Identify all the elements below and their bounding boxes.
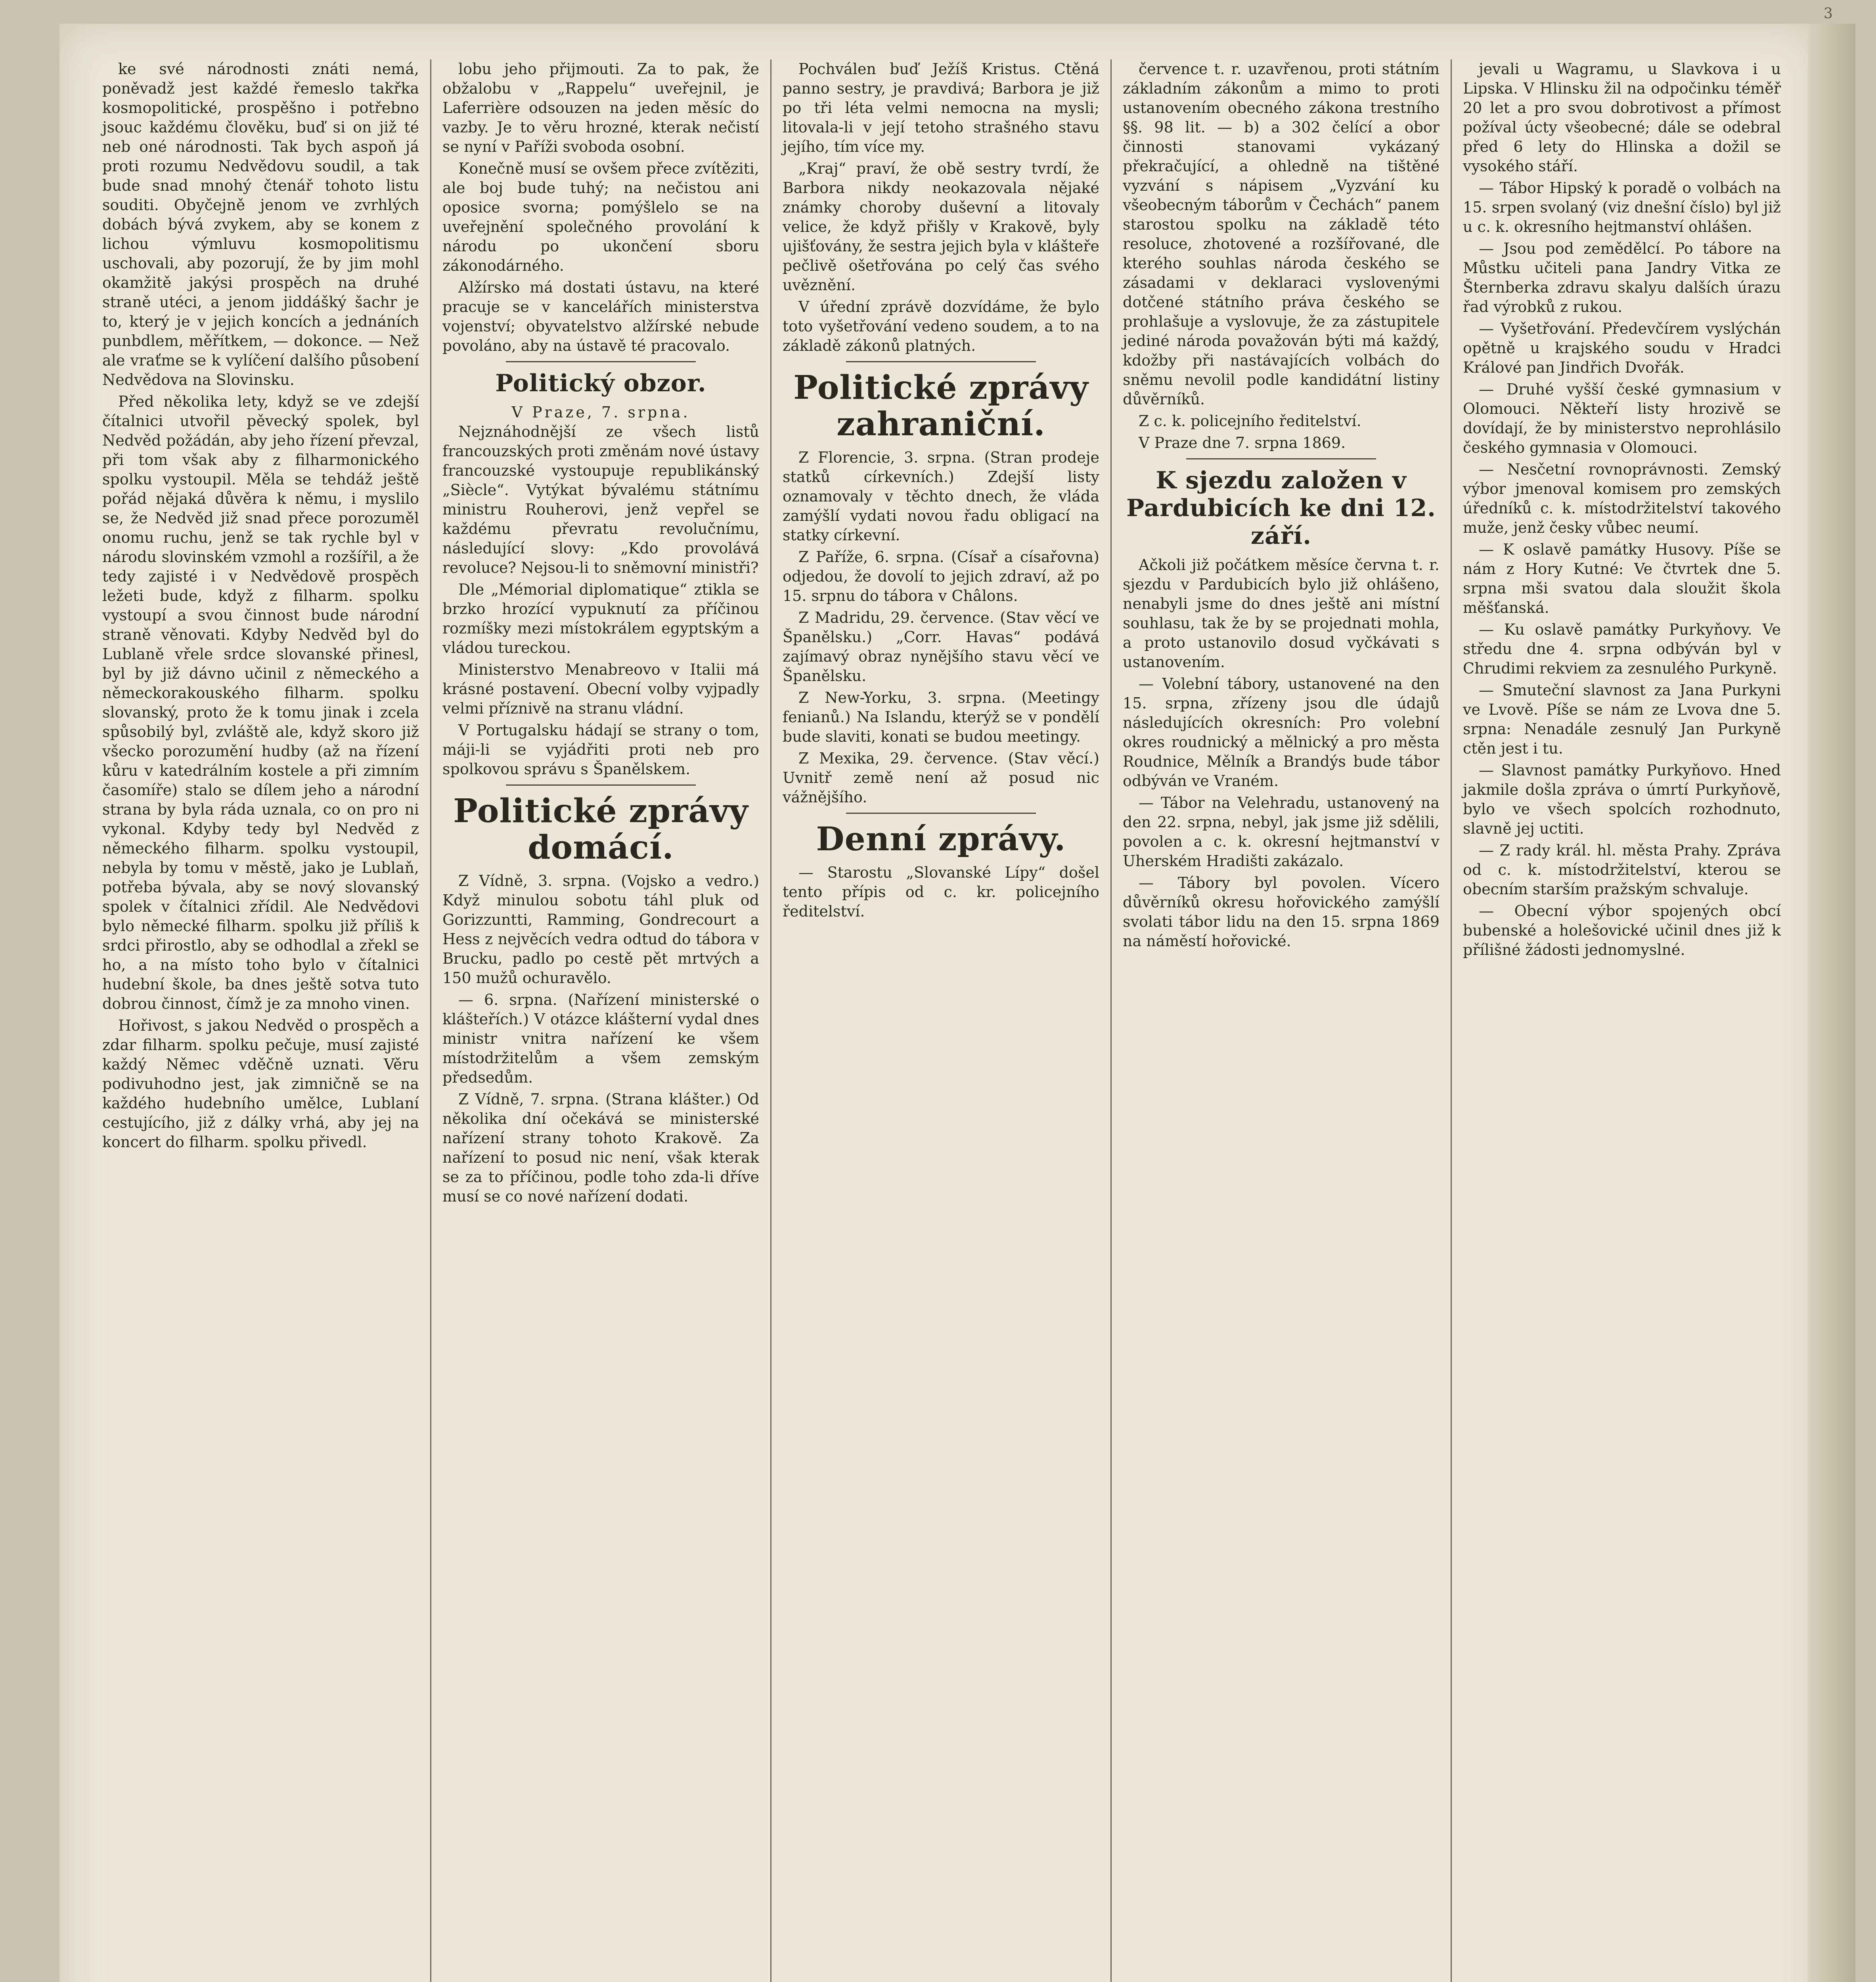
page-fold bbox=[1808, 24, 1855, 1982]
paragraph: — Tábor na Velehradu, ustanovený na den 22. srpna, nebyl, jak jsme již sdělili, povolen a c. k. okresní hejtmanství v Uherském Hradišti zakázalo. bbox=[1123, 794, 1440, 870]
section-heading: K sjezdu založen v Pardubicích ke dni 12. září. bbox=[1126, 467, 1436, 550]
paragraph: jevali u Wagramu, u Slavkova i u Lipska. V Hlinsku žil na odpočinku téměř 20 let a pro svou dobrotivost a přímost požíval úcty všeobecné; dále se odebral před 6 lety do Hlinska a dožil se vysokého stáří. bbox=[1463, 60, 1781, 175]
paragraph: ke své národnosti znáti nemá, poněvadž jest každé řemeslo takřka kosmopolitické, prospěšno i potřebno jsouc každému člověku, buď si on již té neb oné národnosti. Tak bych aspoň já proti rozumu Nedvědovu soudil, a tak bude snad mnohý čtenář tohoto listu souditi. Obyčejně jenom ve zvrhlých dobách bývá zvykem, aby se konem z lichou výmluvu kosmopolitismu uschovali, aby pozorují, že by jim mohl okamžitě jakýsi prospěch na druhé straně utéci, a jenom jiddášký šachr je to, který je v jejich koncích a jednáních punbdlem, měřítkem, — dokonce. — Než ale vraťme se k vylíčení dalšího působení Nedvědova na Slovinsku. bbox=[102, 60, 419, 388]
divider bbox=[846, 361, 1036, 362]
text-columns bbox=[91, 59, 1792, 1982]
paragraph: V Praze dne 7. srpna 1869. bbox=[1139, 434, 1346, 451]
paragraph: — Smuteční slavnost za Jana Purkyni ve Lvově. Píše se nám ze Lvova dne 5. srpna: Nenadále zesnulý Jan Purkyně ctěn jest i tu. bbox=[1463, 681, 1781, 757]
paragraph: — Tábory byl povolen. Vícero důvěrníků okresu hořovického zamýšlí svolati tábor lidu na den 15. srpna 1869 na náměstí hořovické. bbox=[1123, 874, 1440, 950]
paragraph: Ministerstvo Menabreovo v Italii má krásné postavení. Obecní volby vyjpadly velmi příznivě na stranu vládní. bbox=[442, 661, 759, 717]
paragraph: V Portugalsku hádají se strany o tom, máji-li se vyjádřiti proti neb pro spolkovou správu s Španělskem. bbox=[442, 721, 759, 778]
paragraph: — Volební tábory, ustanovené na den 15. srpna, zřízeny jsou dle údajů následujících okresních: Pro volební okres roudnický a mělnický a pro města Roudnice, Mělník a Brandýs bude tábor odbýván ve Vraném. bbox=[1123, 675, 1440, 790]
paragraph: Před několika lety, když se ve zdejší čítalnici utvořil pěvecký spolek, byl Nedvěd požádán, aby jeho řízení převzal, při tom však aby z filharmonického spolku vystoupil. Měla se tehdáž ještě pořád nějaká důvěra k němu, i myslilo se, že Nedvěd již snad přece porozuměl onomu ruchu, jenž se tak rychle byl v národu slovinském vzmohl a rozšířil, a že tedy zajisté i v Nedvědově prospěch ležeti bude, když z filharm. spolku vystoupí a svou činnost bude národní straně věnovati. Kdyby Nedvěd byl do Lublaně vřele srdce slovanské přinesl, byl by již dávno učinil z německého a německorakouského filharm. spolku slovanský, proto že k tomu jinak i zcela spůsobilý byl, zvláště ale, když skoro již všecko porozumění hudby (až na řízení kůru v katedrálním kostele a při zimním časomíře) stalo se dílem jeho a národní strana by byla ráda uznala, co on pro ni vykonal. Kdyby tedy byl Nedvěd z německého filharm. spolku vystoupil, nebyla by tomu v městě, jako je Lublaň, potřeba bývala, aby se nový slovanský spolek v čítalnici zřídil. Ale Nedvědovi bylo německé filharm. spolku již příliš k srdci přirostlo, aby se odhodlal a zřekl se ho, a na místo toho bylo v čítalnici hudební škole, ba dnes ještě sotva tuto dobrou činnost, čímž je za mnoho vinen. bbox=[102, 393, 419, 1012]
paragraph: — Vyšetřování. Předevčírem vyslýchán opětně u krajského soudu v Hradci Králové pan Jindřich Dvořák. bbox=[1463, 320, 1781, 376]
paragraph: — Nesčetní rovnoprávnosti. Zemský výbor jmenoval komisem pro zemských úředníků c. k. místodržitelství takového muže, jenž česky vůbec neumí. bbox=[1463, 461, 1781, 536]
column-2 bbox=[431, 59, 771, 1982]
paragraph: — Obecní výbor spojených obcí bubenské a holešovické učinil dnes již k přílišné žádosti jednomyslné. bbox=[1463, 902, 1781, 958]
column-4 bbox=[1112, 59, 1452, 1982]
paragraph: Pochválen buď Ježíš Kristus. Ctěná panno sestry, je pravdivá; Barbora je již po tři léta velmi nemocna na mysli; litovala-li v její tetoho strašného stavu jejího, tím více my. bbox=[783, 60, 1099, 155]
paragraph: — Slavnost památky Purkyňovo. Hned jakmile došla zpráva o úmrtí Purkyňově, bylo ve všech spolcích rozhodnuto, slavně jej uctiti. bbox=[1463, 761, 1781, 837]
column-1 bbox=[91, 59, 431, 1982]
paragraph: — Jsou pod zemědělcí. Po tábore na Můstku učiteli pana Jandry Vitka ze Šternberka zdravu skalyu dalších úrazu řad výrobků z rukou. bbox=[1463, 240, 1781, 316]
paragraph: Z Madridu, 29. července. (Stav věcí ve Španělsku.) „Corr. Havas“ podává zajímavý obraz nynějšího stavu věcí ve Španělsku. bbox=[783, 609, 1099, 685]
paragraph: — Tábor Hipský k poradě o volbách na 15. srpen svolaný (viz dnešní číslo) byl již u c. k. okresního hejtmanství ohlášen. bbox=[1463, 179, 1781, 235]
column-3 bbox=[771, 59, 1112, 1982]
section-heading: Denní zprávy. bbox=[816, 820, 1066, 858]
divider bbox=[506, 361, 696, 362]
paragraph: — Druhé vyšší české gymnasium v Olomouci. Někteří listy hrozivě se dovídají, že by ministerstvo neprohlásilo českého gymnasia v Olomouci. bbox=[1463, 381, 1781, 456]
section-heading: Politický obzor. bbox=[495, 369, 706, 397]
section-heading: Politické zprávy zahraniční. bbox=[793, 369, 1089, 443]
paragraph: Konečně musí se ovšem přece zvítěziti, ale boj bude tuhý; na nečistou ani oposice svorna; pomýšlelo se na uveřejnění společného provolání k národu po ukončení sboru zákonodárného. bbox=[442, 160, 759, 274]
paragraph: Ačkoli již počátkem měsíce června t. r. sjezdu v Pardubicích bylo již ohlášeno, nenabyli jsme do dnes ještě ani místní souhlasu, tak že by se projednati mohla, a proto ustanovilo dosud vyčkávati s ustanovením. bbox=[1123, 556, 1440, 671]
paragraph: Z Paříže, 6. srpna. (Císař a císařovna) odjedou, že dovolí to jejich zdraví, až po 15. srpnu do tábora v Châlons. bbox=[783, 548, 1099, 605]
paragraph: Z Vídně, 3. srpna. (Vojsko a vedro.) Když minulou sobotu táhl pluk od Gorizzuntti, Ramming, Gondrecourt a Hess z nejvěcích vedra odtud do tábora v Brucku, padlo po cestě pět mrtvých a 150 mužů ochuravělo. bbox=[442, 872, 759, 987]
paragraph: lobu jeho přijmouti. Za to pak, že obžalobu v „Rappelu“ uveřejnil, je Laferrière odsouzen na jeden měsíc do vazby. Je to věru hrozné, kterak nečistí se nyní v Paříži svoboda osobní. bbox=[442, 60, 759, 155]
paragraph: — 6. srpna. (Nařízení ministerské o klášteřích.) V otázce klášterní vydal dnes ministr vnitra nařízení ke všem místodržitelům a všem zemským předsedům. bbox=[442, 991, 759, 1086]
paragraph: Z Mexika, 29. července. (Stav věcí.) Uvnitř země není až posud nic vážnějšího. bbox=[783, 750, 1099, 806]
paragraph: — Starostu „Slovanské Lípy“ došel tento přípis od c. kr. policejního ředitelství. bbox=[783, 864, 1099, 920]
paragraph: července t. r. uzavřenou, proti státním základním zákonům a mimo to proti ustanovením obecného zákona trestního §§. 98 lit. — b) a 302 čelící a obor činnosti stanovami vykázaný překračující, a ohledně na tištěné vyzvání s nápisem „Vyzvání ku všeobecným táborům v Čechách“ panem starostou spolku na základě této resoluce, zhotovené a rozšířované, dle kterého souhlas národa českého se zásadami v deklaraci vyslovenými dotčené státního práva českého se prohlašuje a vyslovuje, že za zástupitele jediné národa považován býti má každý, kdožby při nastávajících volbách do sněmu nevolil podle kandidátní listiny důvěrníků. bbox=[1123, 60, 1440, 408]
divider bbox=[1186, 458, 1376, 459]
paragraph: Nejznáhodnější ze všech listů francouzských proti změnám nové ústavy francouzské vystoupuje republikánský „Siècle“. Vytýkat bývalému státnímu ministru Rouherovi, jenž vepřel se každému převratu revolučnímu, následující slovy: „Kdo provolává revoluce? Nejsou-li to sněmovní ministři? bbox=[442, 423, 759, 576]
paragraph: — K oslavě památky Husovy. Píše se nám z Hory Kutné: Ve čtvrtek dne 5. srpna mši svatou dala sloužit škola měšťanská. bbox=[1463, 541, 1781, 616]
paragraph: Z New-Yorku, 3. srpna. (Meetingy fenianů.) Na Islandu, kterýž se v pondělí bude slaviti, konati se budou meetingy. bbox=[783, 689, 1099, 745]
paragraph: Z Vídně, 7. srpna. (Strana klášter.) Od několika dní očekává se ministerské nařízení strany tohoto Krakově. Za nařízení to posud nic není, však kterak se za to příčinou, podle toho zda-li dříve musí se co nové nařízení dodati. bbox=[442, 1090, 759, 1205]
paragraph: Hořivost, s jakou Nedvěd o prospěch a zdar filharm. spolku pečuje, musí zajisté každý Němec vděčně uznati. Věru podivuhodno jest, jak zimničně se na každého hudebního umělce, Lublaní cestujícího, již z dálky vrhá, aby jej na koncert do filharm. spolku přivedl. bbox=[102, 1017, 419, 1151]
column-5 bbox=[1452, 59, 1792, 1982]
paragraph: Z c. k. policejního ředitelství. bbox=[1139, 412, 1361, 430]
paragraph: Alžírsko má dostati ústavu, na které pracuje se v kancelářích ministerstva vojenství; obyvatelstvo alžírské nebude povoláno, aby na ústavě té pracovalo. bbox=[442, 279, 759, 354]
dateline: V Praze, 7. srpna. bbox=[511, 404, 690, 421]
divider bbox=[846, 813, 1036, 814]
paragraph: V úřední zprávě dozvídáme, že bylo toto vyšetřování vedeno soudem, a to na základě zákonů platných. bbox=[783, 298, 1099, 354]
paragraph: Z Florencie, 3. srpna. (Stran prodeje statků církevních.) Zdejší listy oznamovaly v těchto dnech, že vláda zamýšlí vydati novou řadu obligací na statky církevní. bbox=[783, 449, 1099, 544]
paragraph: — Z rady král. hl. města Prahy. Zpráva od c. k. místodržitelství, kterou se obecním starším pražským schvaluje. bbox=[1463, 842, 1781, 898]
paragraph: „Kraj“ praví, že obě sestry tvrdí, že Barbora nikdy neokazovala nějaké známky choroby duševní a litovaly velice, že když přišly v Krakově, byly ujišťovány, že sestra jejich byla v klášteře pečlivě ošetřována po celý čas svého uvěznění. bbox=[783, 160, 1099, 294]
paragraph: — Ku oslavě památky Purkyňovy. Ve středu dne 4. srpna odbýván byl v Chrudimi rekviem za zesnulého Purkyně. bbox=[1463, 621, 1781, 677]
paragraph: Dle „Mémorial diplomatique“ ztikla se brzko hrozící vypuknutí za příčinou rozmíšky mezi místokrálem egyptským a vládou tureckou. bbox=[442, 581, 759, 656]
page-number: 3 bbox=[1824, 6, 1834, 22]
divider bbox=[506, 784, 696, 786]
section-heading: Politické zprávy domácí. bbox=[453, 792, 748, 867]
